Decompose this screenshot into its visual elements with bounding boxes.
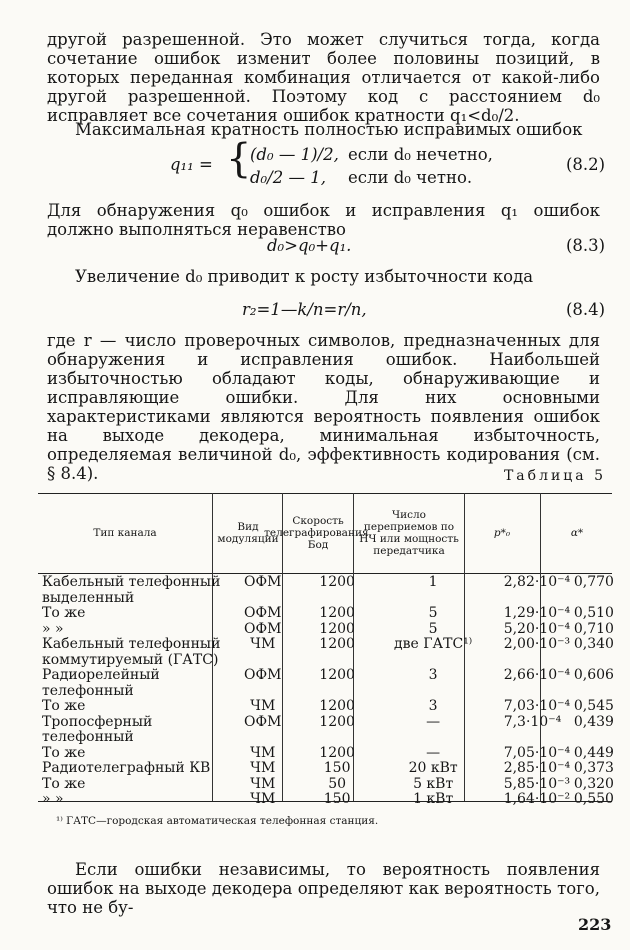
header-p0: p*₀ [493,527,511,539]
modulation-cell: ОФМ [244,620,282,637]
relays-power-cell: 1 кВт [413,791,454,807]
channel-type-cell: » » [42,791,64,807]
p0-cell: 1,64·10⁻² [503,791,571,807]
relays-power-cell: — [426,713,441,730]
relays-power-cell: 5 [428,605,438,621]
speed-cell: 50 [328,775,347,792]
formula-8-4: r₂=1—k/n=r/n, [242,300,367,319]
speed-cell: 1200 [319,605,355,621]
table-row [38,606,612,622]
p0-cell: 2,66·10⁻⁴ [503,667,571,683]
table-footnote: ¹⁾ ГАТС—городская автоматическая телефонная станция. [56,815,379,827]
speed-cell: 1200 [319,667,355,683]
channel-type-cell: Радиотелеграфный КВ [42,760,211,776]
formula-8-3: d₀>q₀+q₁. [267,236,352,255]
table-row [38,761,612,777]
table-row [38,622,612,638]
table-row [38,575,612,606]
speed-cell: 1200 [319,574,355,590]
data-table [38,575,612,808]
alpha-cell: 0,770 [573,574,614,590]
formula-8-2-cond2: если d₀ четно. [348,168,473,187]
modulation-cell: ЧМ [250,791,276,807]
speed-cell: 1200 [319,620,355,637]
alpha-cell: 0,340 [573,636,614,652]
table-row [38,746,612,762]
table-row [38,792,612,808]
modulation-cell: ОФМ [244,605,282,621]
page-number: 223 [578,915,612,934]
alpha-cell: 0,606 [573,667,614,683]
channel-type-cell: Тропосферный телефонный [42,713,153,745]
formula-8-2-lhs: q₁₁ = [170,155,213,174]
alpha-cell: 0,545 [573,698,614,714]
channel-type-cell: » » [42,620,64,637]
formula-8-2-brace: { [226,136,252,182]
modulation-cell: ОФМ [244,667,282,683]
equation-number-8-2: (8.2) [566,155,606,174]
paragraph-2: Максимальная кратность полностью исправимых ошибок [75,120,583,139]
table-row [38,668,612,699]
modulation-cell: ОФМ [244,574,282,590]
header-modulation: Вид модуляции [217,521,279,545]
alpha-cell: 0,439 [573,713,614,730]
modulation-cell: ЧМ [250,775,276,792]
relays-power-cell: — [426,744,441,761]
table-caption: Таблица 5 [503,468,606,484]
header-relays-power: Число переприемов по НЧ или мощность передатчика [359,509,459,557]
relays-power-cell: 3 [428,667,438,683]
p0-cell: 7,3·10⁻⁴ [503,713,562,730]
modulation-cell: ЧМ [250,744,276,761]
speed-cell: 150 [323,791,351,807]
relays-power-cell: 5 [428,620,438,637]
table-row [38,637,612,668]
header-speed: Скорость телеграфирования, Бод [264,515,372,551]
speed-cell: 1200 [319,713,355,730]
paragraph-1: другой разрешенной. Это может случиться тогда, когда сочетание ошибок изменит более половины позиций, в которых переданная комбинация отличается от какой-либо другой разрешенной. Поэтому код с расстоянием d₀ исправляет все сочетания ошибок кратности q₁<d₀/2. [47,30,600,125]
p0-cell: 7,03·10⁻⁴ [503,698,571,714]
alpha-cell: 0,550 [573,791,614,807]
table-row [38,715,612,746]
paragraph-6: Если ошибки независимы, то вероятность появления ошибок на выходе декодера определяют как вероятность того, что не бу- [47,860,600,917]
speed-cell: 150 [323,760,351,776]
equation-number-8-3: (8.3) [566,236,606,255]
table-row [38,699,612,715]
p0-cell: 2,82·10⁻⁴ [503,574,571,590]
p0-cell: 1,29·10⁻⁴ [503,605,571,621]
p0-cell: 5,20·10⁻⁴ [503,620,571,637]
modulation-cell: ОФМ [244,713,282,730]
relays-power-cell: 20 кВт [408,760,458,776]
header-alpha: α* [570,527,584,539]
channel-type-cell: Радиорелейный телефонный [42,667,160,699]
channel-type-cell: То же [42,775,86,792]
alpha-cell: 0,510 [573,605,614,621]
speed-cell: 1200 [319,744,355,761]
channel-type-cell: То же [42,605,86,621]
channel-type-cell: То же [42,744,86,761]
relays-power-cell: 1 [428,574,438,590]
paragraph-3: Для обнаружения q₀ ошибок и исправления q₁ ошибок должно выполняться неравенство [47,201,600,239]
p0-cell: 2,85·10⁻⁴ [503,760,571,776]
relays-power-cell: 3 [428,698,438,714]
equation-number-8-4: (8.4) [566,300,606,319]
paragraph-4: Увеличение d₀ приводит к росту избыточности кода [75,267,534,286]
relays-power-cell: две ГАТС¹⁾ [394,636,473,652]
modulation-cell: ЧМ [250,698,276,714]
alpha-cell: 0,449 [573,744,614,761]
channel-type-cell: То же [42,698,86,714]
channel-type-cell: Кабельный телефонный коммутируемый (ГАТС) [42,636,221,668]
header-channel-type: Тип канала [93,527,157,539]
modulation-cell: ЧМ [250,636,276,652]
modulation-cell: ЧМ [250,760,276,776]
table-row [38,777,612,793]
formula-8-2-case1: (d₀ — 1)/2, [250,145,339,164]
alpha-cell: 0,320 [573,775,614,792]
speed-cell: 1200 [319,698,355,714]
relays-power-cell: 5 кВт [413,775,454,792]
p0-cell: 7,05·10⁻⁴ [503,744,571,761]
formula-8-2-cond1: если d₀ нечетно, [348,145,493,164]
alpha-cell: 0,710 [573,620,614,637]
paragraph-5: где r — число проверочных символов, предназначенных для обнаружения и исправления ошибок. Наибольшей избыточностью обладают коды, обнаруживающие и исправляющие ошибки. Для них основными характеристиками являются вероятность появления ошибок на выходе декодера, минимальная избыточность, определяемая величиной d₀, эффективность кодирования (см. § 8.4). [47,331,600,483]
formula-8-2-case2: d₀/2 — 1, [250,168,326,187]
p0-cell: 5,85·10⁻³ [503,775,571,792]
alpha-cell: 0,373 [573,760,614,776]
speed-cell: 1200 [319,636,355,652]
channel-type-cell: Кабельный телефонный выделенный [42,574,221,606]
p0-cell: 2,00·10⁻³ [503,636,571,652]
